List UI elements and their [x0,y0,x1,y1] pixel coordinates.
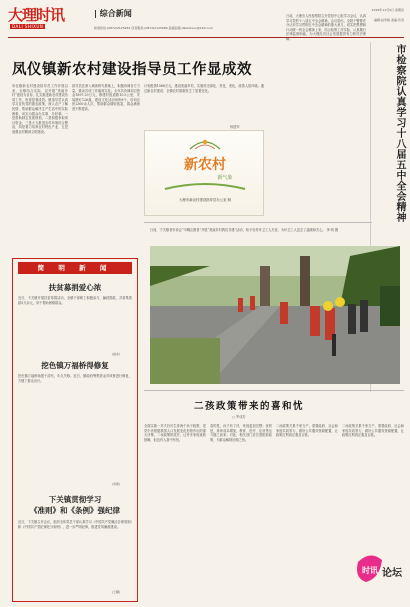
editorial-column-4: 二孩政策关系千家万户，需要政府、社会和家庭共同努力，做好公共服务资源配置，让政策红利真正惠及百姓。 [342,424,404,438]
editorial-byline: □ 罗成芳 [232,415,246,419]
logo-brand-sub: 新气象 [217,175,233,181]
brief-news-title-3: 下关镇贯彻学习 《准则》和《条例》强纪律 [30,495,120,515]
brief-news-body-3: 近日，下关镇召开会议，组织全体党员干部认真学习《中国共产党廉洁自律准则》和《中国共产党纪律处分条例》，进一步严明纪律，推进党风廉政建设。 [18,520,132,529]
brief-news-credit-2: (李新) [112,482,121,486]
forum-badge-graphic [352,548,404,598]
photo-caption: 日前，下关镇老年协会“巾帼志愿者”开展“美丽乡村我们共建”活动，给予各村环卫工人关爱，为环卫工人送去了温暖和关心。 李 明 摄 [150,228,339,232]
publication-info: 新闻热线:(0872)2125262 读者服务:(0872)2125680 投稿信箱:dalishixun@163.com [94,26,213,30]
article-byline: 杨建军 [230,125,240,129]
section-name: | 综合新闻 [94,9,132,18]
newspaper-logo-en: DALI SHIXUN [12,24,44,29]
forum-badge [352,548,404,598]
street-cleaning-photo [150,246,400,384]
brief-news-header: 简 明 新 闻 [18,262,132,274]
divider [144,390,404,391]
brief-news-credit-1: (赵东) [112,352,121,356]
forum-badge-text: 时讯 [362,565,378,575]
brief-news-title-2: 挖色镇万福桥得修复 [41,361,109,370]
editorial-column-2: 喜的是，孩子有了伴，家庭更加完整；忧的是，养育成本增加，教育、医疗、住房等压力随之而来。对此，相关部门应完善配套政策，为群众解除后顾之忧。 [210,424,272,442]
brief-news-title-1: 扶贫募捐爱心浓 [48,283,102,292]
logo-brand-text: 新农村 [184,157,226,173]
editorial-title: 二孩政策带来的喜和忧 [193,401,304,412]
brief-news-body-1: 近日，下关镇开展扶贫募捐活动，全镇干部职工积极参与，踊跃捐款，共募集善款3万余元，用于帮助困难群众。 [18,296,132,305]
main-headline: 凤仪镇新农村建设指导员工作显成效 [12,61,252,78]
forum-label: 论坛 [382,568,402,579]
brief-news-credit-3: (王鹏) [112,590,121,594]
new-countryside-logo-image [144,130,264,216]
article-column-4: 日前，大理市人民检察院召开党组中心组学习会议，认真学习党的十八届五中全会精神。会议指出，全院干警要充分认识学习贯彻五中全会精神的重大意义，切实把思想和行动统一到全会精神上来，结合检察工作实际，认真履行法律监督职能，为大理经济社会发展提供有力的司法保障。 [286,14,366,41]
editorial-column-1: 全面实施一对夫妇可生育两个孩子政策，是党中央根据我国人口发展变化形势作出的重大决策。二孩政策的放开，让许多家庭欢欣鼓舞，但也有人喜中有忧。 [144,424,206,442]
article-column-2: 指导员在深入调查研究基础上，积极协调各方力量，推动各项工作落到实处。全年共协调项目资金1897.29万元，修建村组道路10.5公里，安装路灯126盏，建设文化活动场所8个，培训农民2300余人次，帮助群众增收致富，群众满意度不断提高。 [72,84,140,111]
newspaper-logo: 大理时讯 [8,6,65,24]
article-column-3: 计划投资1568万元，建设美丽乡村，实施村庄绿化、亮化、美化，改善人居环境。通过新农村建设，全镇农村面貌发生了显著变化。 [144,84,264,93]
street-scene-graphic [150,246,400,384]
vertical-headline: 市检察院认真学习十八届五中全会精神 [394,44,405,223]
issue-date: 2015年11月5日 星期四 [371,8,404,12]
brief-news-body-2: 挖色镇万福桥始建于清代，年久失修。近日，镇政府筹集资金对该桥进行修复，方便了群众出行。 [18,374,132,383]
new-countryside-logo-graphic [145,131,265,217]
logo-caption: 大理市新农村建设指导员办公室 制 [179,198,231,202]
page-number: 编辑:赵雪峰 美编:范涛 [374,18,404,22]
article-column-1: 凤仪镇新农村建设指导员工作开展以来，全镇结合实际，以开展“美丽乡村”建设为目标，扎实推进新农村建设各项工作，取得显著成效。镇指导员认真学习宣传党的惠农政策，深入农户了解民情，帮助群众解决生产生活中的实际困难，切实为群众办实事、办好事。一是帮助制定发展规划，二是积极争取项目资金，三是大力推进农村环境综合整治，四是着力培育农村特色产业，五是加强农村精神文明建设。 [12,84,68,134]
editorial-column-3: 二孩政策关系千家万户，需要政府、社会和家庭共同努力，做好公共服务资源配置，让政策红利真正惠及百姓。 [276,424,338,438]
